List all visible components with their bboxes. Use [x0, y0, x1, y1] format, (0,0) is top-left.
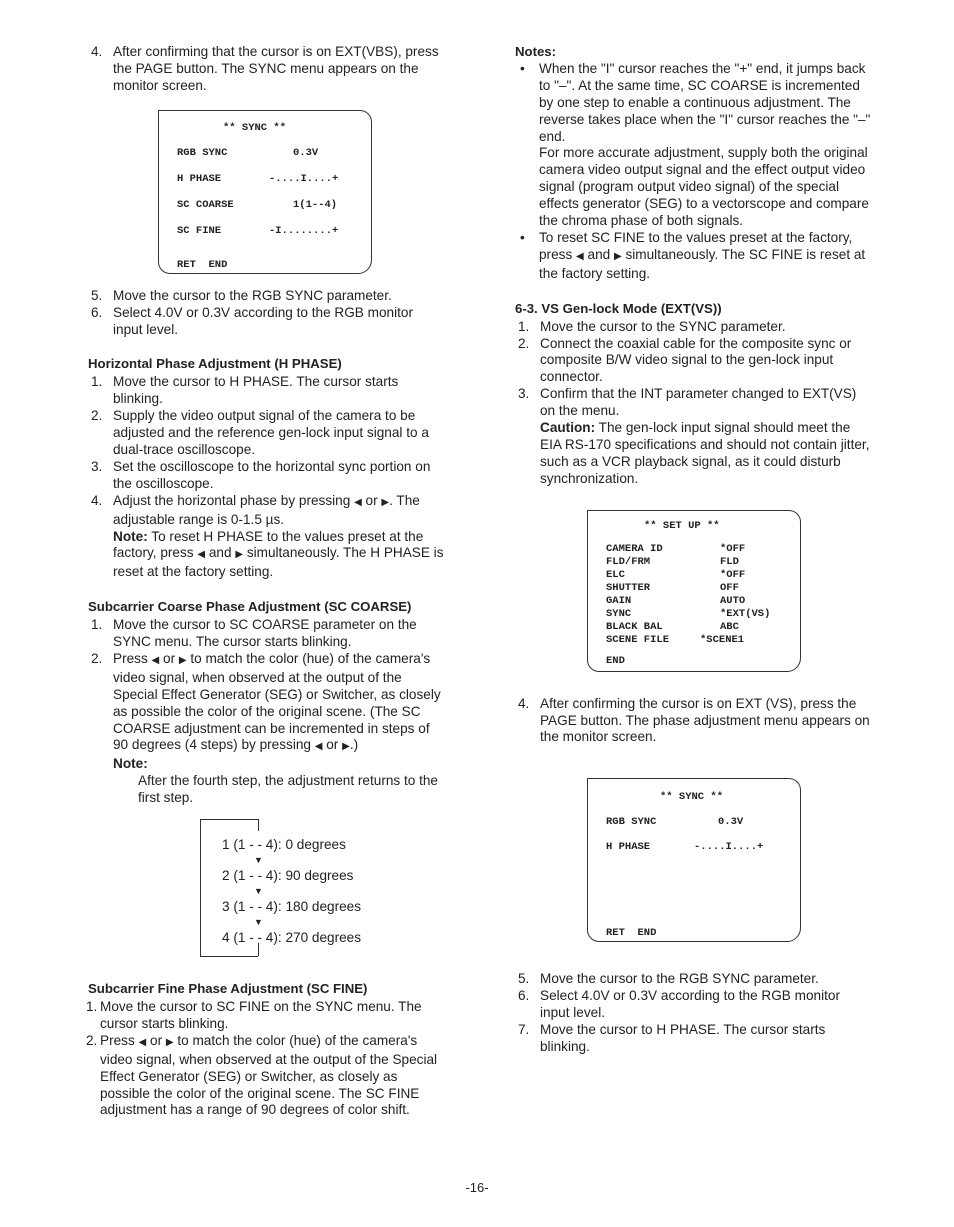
right-column [515, 44, 871, 1056]
bullet-icon: • [520, 60, 525, 76]
connector-line [258, 819, 259, 831]
left-arrow-icon: ◀ [197, 549, 206, 561]
menu-title: ** SYNC ** [223, 121, 287, 134]
setup-menu [587, 510, 801, 672]
menu-value: 0.3V [718, 816, 744, 829]
menu-label: SCENE FILE [606, 633, 670, 646]
step-cycle-diagram [88, 817, 444, 957]
page-number: -16- [465, 1180, 489, 1195]
cycle-top-line [200, 819, 258, 820]
sync-menu [158, 110, 372, 274]
list-item: 2. Supply the video output signal of the camera to be adjusted and the reference gen-lock input signal to a dual-trace oscilloscope. [91, 408, 429, 457]
left-arrow-icon: ◀ [354, 496, 362, 508]
menu-label: H PHASE [177, 172, 222, 185]
list-item: 1. Move the cursor to the SYNC parameter. [518, 318, 786, 334]
right-arrow-icon: ▶ [613, 250, 622, 262]
section-heading: Horizontal Phase Adjustment (H PHASE) [88, 356, 342, 372]
list-item: 6. Select 4.0V or 0.3V according to the RGB monitor input level. [518, 988, 840, 1021]
left-arrow-icon: ◀ [576, 250, 584, 262]
left-arrow-icon: ◀ [138, 1036, 147, 1048]
menu-value: *OFF [720, 542, 746, 555]
bullet-icon: • [520, 229, 525, 245]
menu-value: AUTO [720, 594, 746, 607]
menu-value: FLD [720, 555, 739, 568]
caution: Caution: The gen-lock input signal should meet the EIA RS-170 specifications and should not contain jitter, such as a VCR playback signal, as it could disturb synchronization. [540, 420, 870, 486]
cycle-bottom-line [200, 956, 258, 957]
right-arrow-icon: ▶ [381, 496, 390, 508]
list-item: 7. Move the cursor to H PHASE. The cursor starts blinking. [518, 1022, 826, 1054]
down-arrow-icon: ▼ [254, 855, 263, 866]
sync-menu [587, 778, 801, 942]
section-heading: 6-3. VS Gen-lock Mode (EXT(VS)) [515, 300, 722, 316]
menu-footer: RET END [606, 927, 657, 940]
menu-label: SHUTTER [606, 581, 651, 594]
list-item: • To reset SC FINE to the values preset at the factory, press ◀ and ▶ simultaneously. The SC FINE is reset at the factory setting. [520, 229, 866, 281]
menu-label: GAIN [606, 594, 632, 607]
menu-value: 1(1--4) [293, 198, 338, 211]
menu-title: ** SET UP ** [644, 519, 720, 532]
step-4: 4. After confirming that the cursor is on EXT(VBS), press the PAGE button. The SYNC menu appears on the monitor screen. [91, 44, 439, 93]
menu-label: RGB SYNC [606, 816, 657, 829]
menu-label: ELC [606, 568, 625, 581]
right-arrow-icon: ▶ [235, 549, 244, 561]
right-arrow-icon: ▶ [178, 654, 187, 666]
list-item: 1. Move the cursor to SC FINE on the SYNC menu. The cursor starts blinking. [86, 999, 422, 1031]
menu-label: SC FINE [177, 224, 222, 237]
menu-footer: RET END [177, 258, 228, 271]
menu-value: ABC [720, 620, 739, 633]
section-heading: Subcarrier Fine Phase Adjustment (SC FINE) [88, 981, 368, 997]
list-item: 1. Move the cursor to H PHASE. The cursor starts blinking. [91, 374, 399, 407]
left-arrow-icon: ◀ [151, 654, 160, 666]
list-item: 1. Move the cursor to SC COARSE parameter on the SYNC menu. The cursor starts blinking. [91, 617, 417, 650]
menu-value: -....I....+ [269, 172, 339, 185]
list-item: 3. Set the oscilloscope to the horizontal sync portion on the oscilloscope. [91, 458, 431, 491]
down-arrow-icon: ▼ [254, 886, 263, 897]
list-item: 4. Adjust the horizontal phase by pressing ◀ or ▶. The adjustable range is 0-1.5 µs. [91, 492, 420, 527]
menu-value: 0.3V [293, 146, 319, 159]
cycle-step: 3 (1 - - 4): 180 degrees [222, 899, 362, 915]
note: Note: After the fourth step, the adjustment returns to the first step. [113, 756, 438, 806]
step-6: 6. Select 4.0V or 0.3V according to the RGB monitor input level. [91, 304, 413, 337]
section-heading: Subcarrier Coarse Phase Adjustment (SC COARSE) [88, 599, 412, 615]
step-4: 4. After confirming the cursor is on EXT (VS), press the PAGE button. The phase adjustment menu appears on the monitor screen. [518, 695, 870, 745]
cycle-step: 4 (1 - - 4): 270 degrees [222, 930, 362, 946]
menu-label: RGB SYNC [177, 146, 228, 159]
menu-value: -....I....+ [694, 841, 764, 854]
list-item: 5. Move the cursor to the RGB SYNC parameter. [518, 971, 819, 987]
menu-value: -I........+ [269, 224, 339, 237]
left-column [88, 44, 444, 1119]
notes-heading: Notes: [515, 44, 557, 59]
menu-label: SYNC [606, 607, 632, 620]
menu-label: FLD/FRM [606, 555, 651, 568]
menu-label: BLACK BAL [606, 620, 663, 633]
menu-label: SC COARSE [177, 198, 234, 211]
list-item: • When the "I" cursor reaches the "+" end, it jumps back to "–". At the same time, SC COARSE is incremented by one step to enable a continuous adjustment. The reverse takes place when the "I" cursor reaches the "–" end. For more accurate adjustment, supply both the original camera video output signal and the effect output video signal (program output video signal) of the special effects generator (SEG) to a vectorscope and compare the chroma phase of both signals. [520, 60, 871, 229]
menu-label: CAMERA ID [606, 542, 663, 555]
note: Note: To reset H PHASE to the values preset at the factory, press ◀ and ▶ simultaneously. The H PHASE is reset at the factory setting. [113, 528, 444, 580]
list-item: 3. Confirm that the INT parameter changed to EXT(VS) on the menu. [518, 386, 857, 419]
menu-footer: END [606, 654, 625, 667]
list-item: 2. Press ◀ or ▶ to match the color (hue) of the camera's video signal, when observed at the output of the Special Effect Generator (SEG) or Switcher, as closely as possible the color of the original scene. The SC FINE adjustment has a range of 90 degrees of color shift. [86, 1032, 438, 1118]
left-arrow-icon: ◀ [314, 741, 323, 753]
list-item: 2. Connect the coaxial cable for the composite sync or composite B/W video signal to the gen-lock input connector. [518, 335, 852, 385]
menu-value: *EXT(VS) [720, 607, 771, 620]
down-arrow-icon: ▼ [254, 917, 263, 928]
menu-value: OFF [720, 581, 739, 594]
right-arrow-icon: ▶ [342, 741, 350, 753]
step-5: 5. Move the cursor to the RGB SYNC parameter. [91, 287, 392, 303]
menu-value: *OFF [720, 568, 746, 581]
right-arrow-icon: ▶ [165, 1036, 174, 1048]
menu-value: *SCENE1 [700, 633, 745, 646]
menu-label: H PHASE [606, 841, 651, 854]
list-item: 2. Press ◀ or ▶ to match the color (hue) of the camera's video signal, when observed at the output of the Special Effect Generator (SEG) or Switcher, as closely as possible the color of the original scene. (The SC COARSE adjustment can be incremented in steps of 90 degrees (4 steps) by pressing ◀ or ▶.) [91, 650, 441, 753]
cycle-step: 2 (1 - - 4): 90 degrees [222, 868, 354, 884]
menu-title: ** SYNC ** [660, 791, 724, 804]
cycle-step: 1 (1 - - 4): 0 degrees [222, 837, 346, 853]
